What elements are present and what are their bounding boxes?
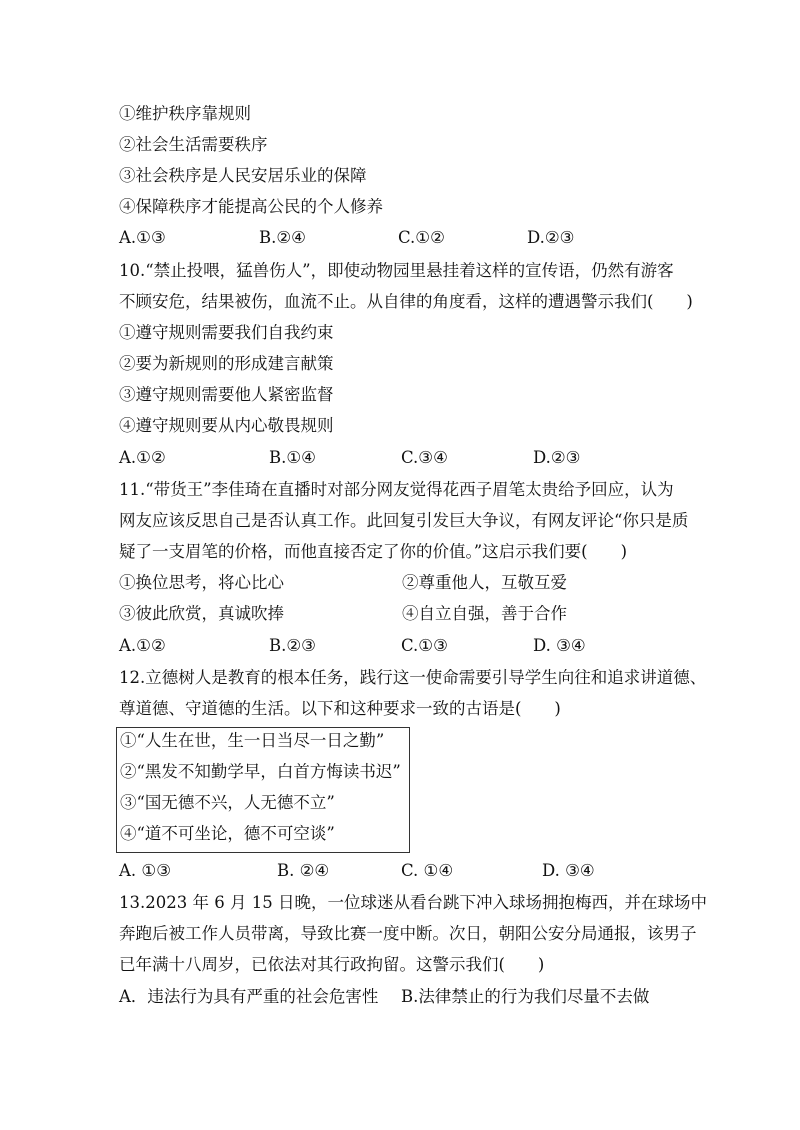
q10-item-1: ①遵守规则需要我们自我约束 [119,323,334,342]
q11-item-4: ④自立自强，善于合作 [402,604,567,623]
q9-item-3: ③社会秩序是人民安居乐业的保障 [119,166,367,185]
q11-item-2: ②尊重他人，互敬互爱 [402,573,567,592]
q11-options [119,636,719,656]
q11-item-1: ①换位思考，将心比心 [119,573,284,592]
q12-quotes-box [116,727,410,853]
q10-option-b: B.①④ [269,448,316,467]
q9-option-c: C.①② [398,228,445,247]
q12-stem-line-1: 12.立德树人是教育的根本任务，践行这一使命需要引导学生向往和追求讲道德、 [119,668,707,687]
q13-option-b: B.法律禁止的行为我们尽量不去做 [401,987,650,1006]
q11-option-c: C.①③ [401,636,448,655]
q10-item-4: ④遵守规则要从内心敬畏规则 [119,416,334,435]
q12-quote-4: ④“道不可坐论，德不可空谈” [120,824,335,843]
q13-options-row-1 [119,987,679,1007]
q9-item-1: ①维护秩序靠规则 [119,104,251,123]
q13-option-a: A．违法行为具有严重的社会危害性 [119,987,379,1006]
q9-option-b: B.②④ [259,228,306,247]
q11-items-row-1 [119,573,679,593]
q10-item-3: ③遵守规则需要他人紧密监督 [119,385,334,404]
q13-stem-line-1: 13.2023 年 6 月 15 日晚，一位球迷从看台跳下冲入球场拥抱梅西，并在球场中 [119,893,707,912]
q12-option-d: D. ③④ [542,861,595,880]
q10-item-2: ②要为新规则的形成建言献策 [119,354,334,373]
q10-option-a: A.①② [119,448,166,467]
q9-options [119,228,719,248]
q10-options [119,448,719,468]
q9-option-a: A.①③ [119,228,166,247]
q10-stem-line-1: 10.“禁止投喂，猛兽伤人”，即使动物园里悬挂着这样的宣传语，仍然有游客 [119,261,674,280]
q9-option-d: D.②③ [527,228,575,247]
q11-option-b: B.②③ [269,636,316,655]
q11-item-3: ③彼此欣赏，真诚吹捧 [119,604,284,623]
q10-option-d: D.②③ [533,448,581,467]
q9-item-4: ④保障秩序才能提高公民的个人修养 [119,197,383,216]
q12-options [119,861,719,881]
q12-option-b: B. ②④ [277,861,330,880]
q9-item-2: ②社会生活需要秩序 [119,135,268,154]
q10-option-c: C.③④ [401,448,448,467]
q11-items-row-2 [119,604,679,624]
q11-stem-line-2: 网友应该反思自己是否认真工作。此回复引发巨大争议，有网友评论“你只是质 [119,511,689,530]
q11-stem-line-3: 疑了一支眉笔的价格，而他直接否定了你的价值。”这启示我们要( ) [119,542,628,561]
q11-option-a: A.①② [119,636,166,655]
q12-quote-3: ③“国无德不兴，人无德不立” [120,793,335,812]
q12-option-c: C. ①④ [401,861,454,880]
q12-quote-2: ②“黑发不知勤学早，白首方悔读书迟” [120,762,401,781]
q13-stem-line-3: 已年满十八周岁，已依法对其行政拘留。这警示我们( ) [119,955,545,974]
q10-stem-line-2: 不顾安危，结果被伤，血流不止。从自律的角度看，这样的遭遇警示我们( ) [119,292,693,311]
q11-stem-line-1: 11.“带货王”李佳琦在直播时对部分网友觉得花西子眉笔太贵给予回应，认为 [119,480,674,499]
q13-stem-line-2: 奔跑后被工作人员带离，导致比赛一度中断。次日，朝阳公安分局通报，该男子 [119,924,697,943]
q12-stem-line-2: 尊道德、守道德的生活。以下和这种要求一致的古语是( ) [119,699,561,718]
q12-quote-1: ①“人生在世，生一日当尽一日之勤” [120,731,385,750]
q12-option-a: A. ①③ [119,861,171,880]
q11-option-d: D. ③④ [533,636,586,655]
